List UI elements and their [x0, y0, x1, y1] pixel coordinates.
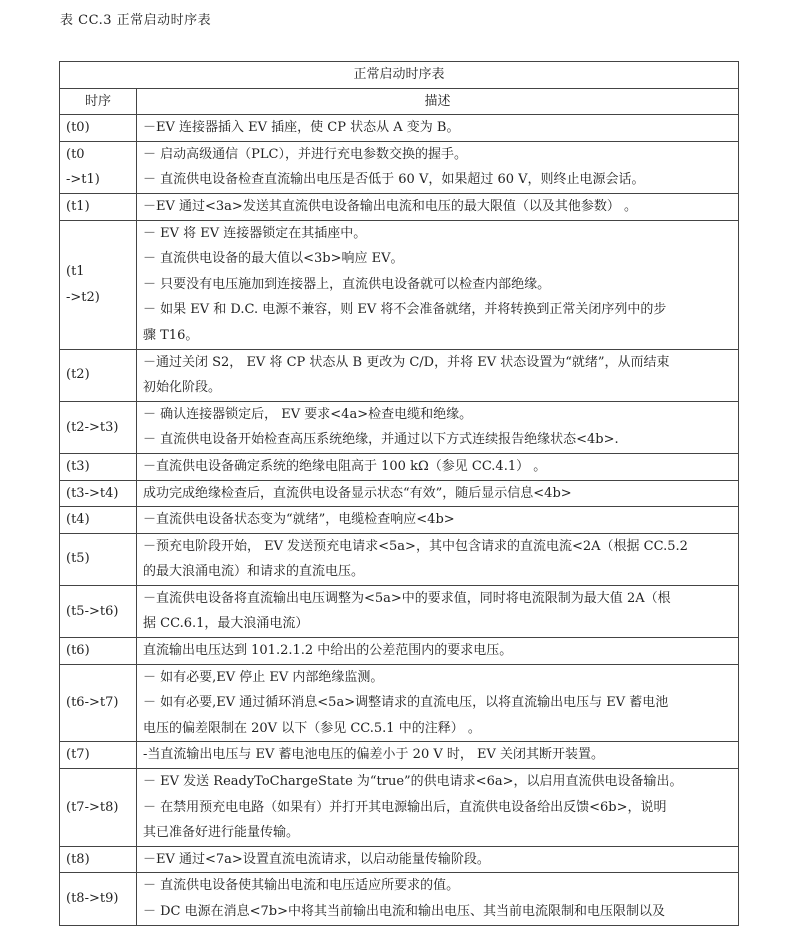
time-label: (t6->t7): [66, 695, 119, 711]
time-label: (t8): [66, 851, 90, 867]
time-label: ->t1): [66, 172, 100, 188]
time-label: (t4): [66, 512, 90, 528]
time-label: (t7): [66, 747, 90, 763]
time-cell: [60, 585, 137, 637]
table-title: 正常启动时序表: [60, 62, 739, 89]
description-line: － 直流供电设备的最大值以<3b>响应 EV。: [143, 251, 404, 267]
time-label: (t1: [66, 263, 85, 279]
description-line: － 在禁用预充电电路（如果有）并打开其电源输出后，直流供电设备给出反馈<6b>，说明: [143, 799, 667, 815]
startup-timing-table: [59, 61, 739, 926]
description-line: －EV 连接器插入 EV 插座，使 CP 状态从 A 变为 B。: [143, 120, 460, 136]
description-cell: [137, 401, 739, 453]
time-cell: [60, 769, 137, 847]
description-line: － 如有必要,EV 通过循环消息<5a>调整请求的直流电压，以将直流输出电压与 EV 蓄电池: [143, 695, 669, 711]
description-cell: [137, 220, 739, 349]
table-row: [60, 453, 739, 480]
time-cell: [60, 453, 137, 480]
description-line: － 启动高级通信（PLC），并进行充电参数交换的握手。: [143, 146, 467, 162]
table-row: [60, 220, 739, 349]
time-cell: [60, 507, 137, 534]
table-row: [60, 349, 739, 401]
time-label: (t5): [66, 551, 90, 567]
description-line: － DC 电源在消息<7b>中将其当前输出电流和输出电压、其当前电流限制和电压限制以及: [143, 904, 666, 919]
time-label: (t0): [66, 120, 90, 136]
description-cell: [137, 480, 739, 507]
description-line: －直流供电设备将直流输出电压调整为<5a>中的要求值，同时将电流限制为最大值 2A（根: [143, 590, 671, 606]
description-line: 据 CC.6.1，最大浪涌电流）: [143, 616, 309, 632]
time-cell: [60, 115, 137, 142]
table-row: [60, 480, 739, 507]
time-label: (t2->t3): [66, 419, 119, 435]
time-label: (t0: [66, 146, 85, 162]
description-line: -当直流输出电压与 EV 蓄电池电压的偏差小于 20 V 时， EV 关闭其断开装置。: [143, 747, 605, 763]
description-line: －EV 通过<7a>设置直流电流请求，以启动能量传输阶段。: [143, 851, 490, 867]
description-cell: [137, 742, 739, 769]
table-row: [60, 873, 739, 925]
table-row: [60, 846, 739, 873]
description-cell: [137, 453, 739, 480]
time-label: (t3): [66, 458, 90, 474]
table-row: [60, 141, 739, 193]
time-label: ->t2): [66, 289, 100, 305]
description-line: －预充电阶段开始， EV 发送预充电请求<5a>，其中包含请求的直流电流<2A（根据 CC.5.2: [143, 538, 688, 554]
time-cell: [60, 193, 137, 220]
time-label: (t1): [66, 198, 90, 214]
time-cell: [60, 401, 137, 453]
description-line: －直流供电设备状态变为“就绪”，电缆检查响应<4b>: [143, 512, 455, 528]
description-cell: [137, 585, 739, 637]
table-header-row: [60, 88, 739, 115]
header-time: 时序: [60, 88, 137, 115]
description-line: 电压的偏差限制在 20V 以下（参见 CC.5.1 中的注释） 。: [143, 720, 481, 736]
description-cell: [137, 664, 739, 742]
description-line: － EV 发送 ReadyToChargeState 为“true”的供电请求<6a>，以启用直流供电设备输出。: [143, 774, 683, 790]
time-cell: [60, 533, 137, 585]
description-cell: [137, 115, 739, 142]
table-row: [60, 638, 739, 665]
description-line: － 直流供电设备使其输出电流和电压适应所要求的值。: [143, 878, 460, 894]
description-line: 其已准备好进行能量传输。: [143, 825, 300, 841]
description-cell: [137, 193, 739, 220]
time-label: (t5->t6): [66, 603, 119, 619]
time-label: (t7->t8): [66, 799, 119, 815]
description-line: 成功完成绝缘检查后，直流供电设备显示状态“有效”，随后显示信息<4b>: [143, 485, 572, 501]
time-label: (t3->t4): [66, 485, 119, 501]
description-line: － 如果 EV 和 D.C. 电源不兼容，则 EV 将不会准备就绪，并将转换到正常关闭序列中的步: [143, 302, 667, 318]
time-cell: [60, 873, 137, 925]
description-line: －直流供电设备确定系统的绝缘电阻高于 100 kΩ（参见 CC.4.1） 。: [143, 458, 547, 474]
description-cell: [137, 769, 739, 847]
time-cell: [60, 141, 137, 193]
description-line: 初始化阶段。: [143, 380, 222, 396]
description-line: －通过关闭 S2， EV 将 CP 状态从 B 更改为 C/D，并将 EV 状态设置为“就绪”，从而结束: [143, 354, 670, 370]
description-line: － 直流供电设备开始检查高压系统绝缘，并通过以下方式连续报告绝缘状态<4b>.: [143, 432, 619, 448]
time-cell: [60, 664, 137, 742]
description-cell: [137, 141, 739, 193]
time-cell: [60, 220, 137, 349]
table-caption: 表 CC.3 正常启动时序表: [60, 13, 212, 28]
time-cell: [60, 638, 137, 665]
time-cell: [60, 349, 137, 401]
table-row: [60, 585, 739, 637]
description-line: 的最大浪涌电流）和请求的直流电压。: [143, 564, 365, 580]
description-line: － 直流供电设备检查直流输出电压是否低于 60 V，如果超过 60 V，则终止电源会话。: [143, 172, 645, 188]
description-cell: [137, 349, 739, 401]
description-cell: [137, 846, 739, 873]
time-label: (t8->t9): [66, 891, 119, 907]
time-label: (t6): [66, 643, 90, 659]
description-line: －EV 通过<3a>发送其直流供电设备输出电流和电压的最大限值（以及其他参数） 。: [143, 198, 637, 214]
description-line: － 如有必要,EV 停止 EV 内部绝缘监测。: [143, 669, 384, 685]
time-cell: [60, 846, 137, 873]
table-row: [60, 193, 739, 220]
description-cell: [137, 873, 739, 925]
table-body: [60, 62, 739, 926]
time-cell: [60, 480, 137, 507]
table-row: [60, 115, 739, 142]
table-row: [60, 507, 739, 534]
time-label: (t2): [66, 367, 90, 383]
description-line: － 确认连接器锁定后， EV 要求<4a>检查电缆和绝缘。: [143, 406, 473, 422]
table-row: [60, 401, 739, 453]
description-line: － EV 将 EV 连接器锁定在其插座中。: [143, 225, 367, 241]
header-description: 描述: [137, 88, 739, 115]
table-row: [60, 742, 739, 769]
table-row: [60, 769, 739, 847]
description-line: 直流输出电压达到 101.2.1.2 中给出的公差范围内的要求电压。: [143, 643, 513, 659]
description-cell: [137, 533, 739, 585]
table-title-row: [60, 62, 739, 89]
table-row: [60, 533, 739, 585]
description-cell: [137, 638, 739, 665]
time-cell: [60, 742, 137, 769]
description-cell: [137, 507, 739, 534]
table-row: [60, 664, 739, 742]
description-line: － 只要没有电压施加到连接器上，直流供电设备就可以检查内部绝缘。: [143, 276, 551, 292]
description-line: 骤 T16。: [143, 327, 199, 343]
